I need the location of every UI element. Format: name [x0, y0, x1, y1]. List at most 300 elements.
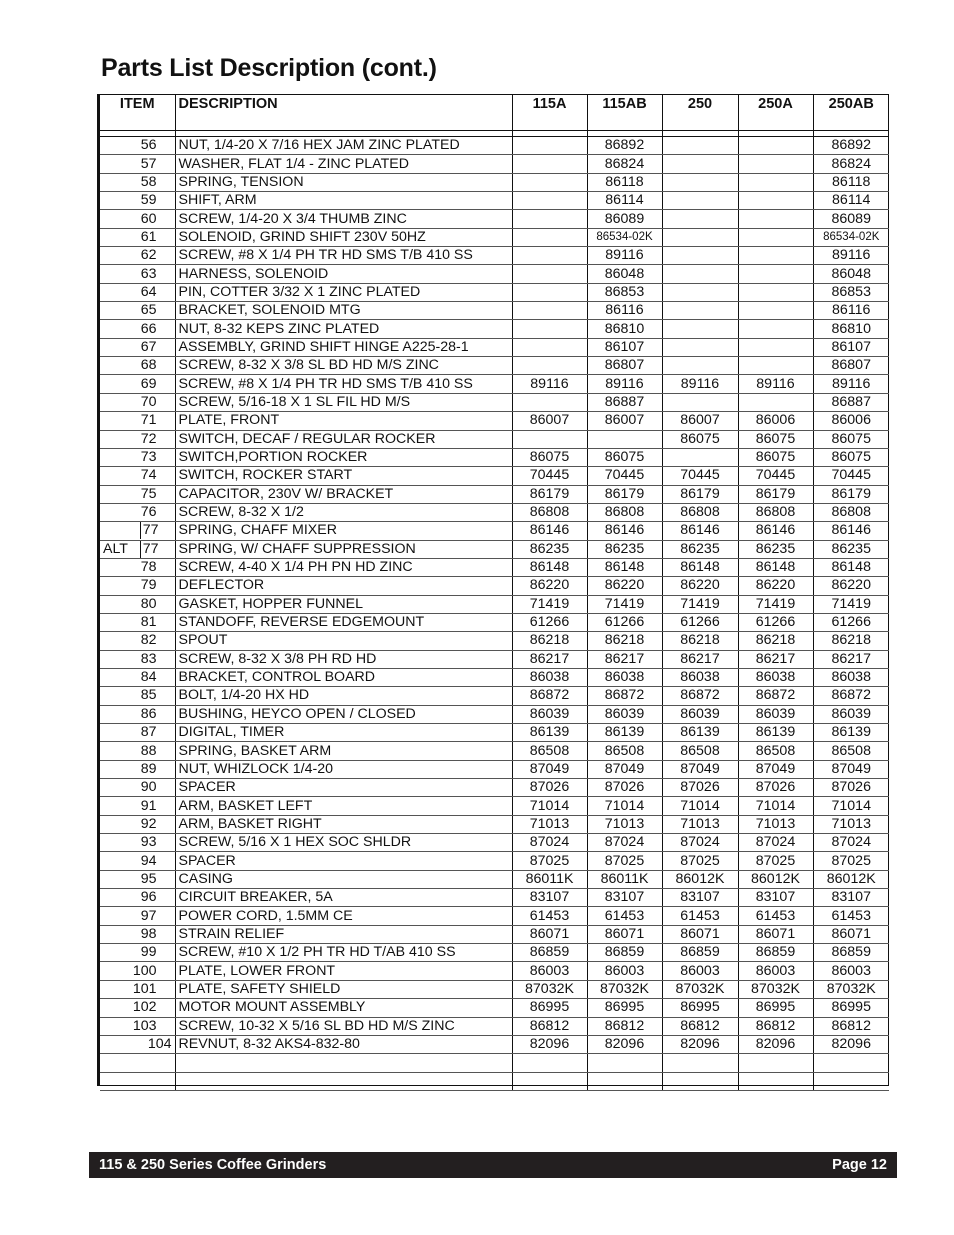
- header-250: 250: [662, 95, 738, 131]
- part-number-cell-115a: [512, 137, 587, 155]
- part-number-cell-250: [662, 320, 738, 338]
- part-number-cell-250a: 86071: [738, 925, 813, 943]
- item-number-cell: [100, 173, 175, 191]
- item-number: 69: [140, 375, 157, 392]
- item-number: 57: [140, 155, 157, 172]
- description-cell: HARNESS, SOLENOID: [175, 265, 512, 283]
- part-number-cell-115a: [512, 192, 587, 210]
- part-number-cell-250: [662, 357, 738, 375]
- part-number-cell-250a: 87049: [738, 760, 813, 778]
- part-number-cell-250ab: 71419: [813, 595, 889, 613]
- part-number-cell-115ab: 86038: [587, 668, 662, 686]
- part-number-cell-250ab: 89116: [813, 247, 889, 265]
- description-cell: SWITCH, DECAF / REGULAR ROCKER: [175, 430, 512, 448]
- part-number-cell-115a: 86235: [512, 540, 587, 558]
- table-row: [100, 577, 889, 595]
- part-number-cell-250a: [738, 210, 813, 228]
- part-number-cell-250: 82096: [662, 1035, 738, 1053]
- part-number-cell-250ab: 82096: [813, 1035, 889, 1053]
- item-number-cell: [100, 815, 175, 833]
- item-number: 71: [140, 412, 157, 429]
- part-number-cell-115ab: 86039: [587, 705, 662, 723]
- part-number-cell-115ab: 86810: [587, 320, 662, 338]
- part-number-cell-115ab: 87025: [587, 852, 662, 870]
- table-row: [100, 137, 889, 155]
- table-row: [100, 779, 889, 797]
- header-115ab: 115AB: [587, 95, 662, 131]
- part-number-cell-115a: 71013: [512, 815, 587, 833]
- part-number-cell-115ab: 70445: [587, 467, 662, 485]
- part-number-cell-115a: 86038: [512, 668, 587, 686]
- part-number-cell-115ab: 71013: [587, 815, 662, 833]
- table-row: [100, 522, 889, 540]
- part-number-cell-250: 86007: [662, 412, 738, 430]
- item-number: 77: [140, 522, 159, 539]
- part-number-cell-115a: 86179: [512, 485, 587, 503]
- part-number-cell-115ab: 86995: [587, 999, 662, 1017]
- part-number-cell-250ab: 86995: [813, 999, 889, 1017]
- part-number-cell-115ab: 86812: [587, 1017, 662, 1035]
- part-number-cell-250: 70445: [662, 467, 738, 485]
- description-cell: NUT, 1/4-20 X 7/16 HEX JAM ZINC PLATED: [175, 137, 512, 155]
- description-cell: SCREW, 10-32 X 5/16 SL BD HD M/S ZINC: [175, 1017, 512, 1035]
- part-number-cell-250ab: 86872: [813, 687, 889, 705]
- description-cell: BRACKET, SOLENOID MTG: [175, 302, 512, 320]
- description-cell: NUT, WHIZLOCK 1/4-20: [175, 760, 512, 778]
- item-number: 79: [140, 577, 157, 594]
- part-number-cell-115ab: 86148: [587, 558, 662, 576]
- page-title: Parts List Description (cont.): [101, 54, 437, 82]
- part-number-cell-115a: [512, 393, 587, 411]
- part-number-cell-115a: 87025: [512, 852, 587, 870]
- table-row: [100, 247, 889, 265]
- description-cell: PLATE, FRONT: [175, 412, 512, 430]
- blank-cell: [587, 1054, 662, 1072]
- part-number-cell-250: [662, 173, 738, 191]
- blank-cell: [662, 1054, 738, 1072]
- item-number: 63: [140, 265, 157, 282]
- part-number-cell-250a: [738, 302, 813, 320]
- part-number-cell-115a: 87024: [512, 834, 587, 852]
- header-item: ITEM: [100, 95, 175, 131]
- item-number: 61: [140, 228, 157, 245]
- part-number-cell-115a: 86218: [512, 632, 587, 650]
- item-number: 62: [140, 247, 157, 264]
- part-number-cell-250ab: 71013: [813, 815, 889, 833]
- blank-cell: [512, 1072, 587, 1090]
- part-number-cell-250ab: 86006: [813, 412, 889, 430]
- part-number-cell-115ab: 86003: [587, 962, 662, 980]
- part-number-cell-250: 87024: [662, 834, 738, 852]
- part-number-cell-250ab: 86235: [813, 540, 889, 558]
- part-number-cell-250ab: 86075: [813, 448, 889, 466]
- part-number-cell-115a: 87049: [512, 760, 587, 778]
- table-row: [100, 980, 889, 998]
- description-cell: GASKET, HOPPER FUNNEL: [175, 595, 512, 613]
- part-number-cell-115ab: 86011K: [587, 870, 662, 888]
- item-number-cell: [100, 999, 175, 1017]
- item-number: 78: [140, 559, 157, 576]
- description-cell: CASING: [175, 870, 512, 888]
- part-number-cell-250ab: 86807: [813, 357, 889, 375]
- part-number-cell-115ab: 87032K: [587, 980, 662, 998]
- part-number-cell-250: 83107: [662, 889, 738, 907]
- description-cell: STANDOFF, REVERSE EDGEMOUNT: [175, 613, 512, 631]
- table-row: [100, 338, 889, 356]
- item-number-cell: [100, 540, 175, 558]
- part-number-cell-250a: 86003: [738, 962, 813, 980]
- part-number-cell-115ab: 86220: [587, 577, 662, 595]
- description-cell: SPACER: [175, 852, 512, 870]
- item-number: 98: [140, 925, 157, 942]
- description-cell: WASHER, FLAT 1/4 - ZINC PLATED: [175, 155, 512, 173]
- part-number-cell-115ab: 61453: [587, 907, 662, 925]
- table-row: [100, 925, 889, 943]
- item-number: 95: [140, 870, 157, 887]
- item-number: 101: [132, 980, 157, 997]
- item-number: 77: [140, 541, 159, 558]
- description-cell: BRACKET, CONTROL BOARD: [175, 668, 512, 686]
- part-number-cell-250ab: 86220: [813, 577, 889, 595]
- item-number: 64: [140, 283, 157, 300]
- part-number-cell-250ab: 86071: [813, 925, 889, 943]
- part-number-cell-115ab: 86114: [587, 192, 662, 210]
- item-number: 56: [140, 137, 157, 154]
- parts-table-frame: [97, 94, 889, 1086]
- table-row: [100, 448, 889, 466]
- part-number-cell-250a: [738, 320, 813, 338]
- part-number-cell-250: 86218: [662, 632, 738, 650]
- blank-cell: [100, 1054, 175, 1072]
- item-number: 94: [140, 852, 157, 869]
- description-cell: SPOUT: [175, 632, 512, 650]
- item-number-cell: [100, 980, 175, 998]
- table-row: [100, 173, 889, 191]
- part-number-cell-250a: 82096: [738, 1035, 813, 1053]
- footer-document-title: 115 & 250 Series Coffee Grinders: [99, 1157, 327, 1173]
- item-number-cell: [100, 925, 175, 943]
- description-cell: SPRING, BASKET ARM: [175, 742, 512, 760]
- description-cell: POWER CORD, 1.5MM CE: [175, 907, 512, 925]
- item-number-cell: [100, 668, 175, 686]
- part-number-cell-115ab: 86534-02K: [587, 228, 662, 246]
- part-number-cell-250ab: 86146: [813, 522, 889, 540]
- part-number-cell-250ab: 83107: [813, 889, 889, 907]
- part-number-cell-250ab: 86853: [813, 283, 889, 301]
- description-cell: SPRING, TENSION: [175, 173, 512, 191]
- part-number-cell-250: [662, 228, 738, 246]
- part-number-cell-250: 86146: [662, 522, 738, 540]
- table-row: [100, 467, 889, 485]
- part-number-cell-115a: 86148: [512, 558, 587, 576]
- item-number: 58: [140, 173, 157, 190]
- part-number-cell-115ab: 86007: [587, 412, 662, 430]
- part-number-cell-250a: 86038: [738, 668, 813, 686]
- part-number-cell-250a: 86995: [738, 999, 813, 1017]
- description-cell: STRAIN RELIEF: [175, 925, 512, 943]
- part-number-cell-250a: 86075: [738, 448, 813, 466]
- part-number-cell-250a: 89116: [738, 375, 813, 393]
- part-number-cell-250a: [738, 283, 813, 301]
- table-row: [100, 375, 889, 393]
- item-number: 70: [140, 393, 157, 410]
- part-number-cell-250: 71419: [662, 595, 738, 613]
- blank-cell: [662, 1072, 738, 1090]
- item-number: 67: [140, 338, 157, 355]
- item-number: 68: [140, 357, 157, 374]
- part-number-cell-250a: 71014: [738, 797, 813, 815]
- part-number-cell-115a: 86075: [512, 448, 587, 466]
- part-number-cell-250: [662, 155, 738, 173]
- part-number-cell-250: 86075: [662, 430, 738, 448]
- part-number-cell-115ab: 71014: [587, 797, 662, 815]
- part-number-cell-250: [662, 137, 738, 155]
- part-number-cell-115a: [512, 247, 587, 265]
- part-number-cell-250: [662, 302, 738, 320]
- part-number-cell-250a: 86146: [738, 522, 813, 540]
- part-number-cell-115a: 86139: [512, 724, 587, 742]
- description-cell: SWITCH, ROCKER START: [175, 467, 512, 485]
- description-cell: SPRING, W/ CHAFF SUPPRESSION: [175, 540, 512, 558]
- part-number-cell-250a: 86039: [738, 705, 813, 723]
- table-row: [100, 870, 889, 888]
- part-number-cell-250: 86235: [662, 540, 738, 558]
- table-header-row: [100, 95, 889, 131]
- part-number-cell-250: 61266: [662, 613, 738, 631]
- part-number-cell-250a: 86148: [738, 558, 813, 576]
- part-number-cell-250: 86508: [662, 742, 738, 760]
- table-row: [100, 357, 889, 375]
- part-number-cell-115ab: 86808: [587, 503, 662, 521]
- table-row: [100, 815, 889, 833]
- item-number-cell: [100, 1035, 175, 1053]
- item-number: 76: [140, 504, 157, 521]
- alt-marker: ALT: [103, 540, 128, 557]
- part-number-cell-250ab: 86812: [813, 1017, 889, 1035]
- description-cell: SCREW, 8-32 X 1/2: [175, 503, 512, 521]
- table-row: [100, 613, 889, 631]
- part-number-cell-250a: 86012K: [738, 870, 813, 888]
- part-number-cell-250a: 71013: [738, 815, 813, 833]
- part-number-cell-250a: 87026: [738, 779, 813, 797]
- description-cell: SHIFT, ARM: [175, 192, 512, 210]
- table-row: [100, 668, 889, 686]
- part-number-cell-250a: [738, 393, 813, 411]
- item-number: 84: [140, 669, 157, 686]
- part-number-cell-115a: [512, 210, 587, 228]
- part-number-cell-115ab: 86508: [587, 742, 662, 760]
- part-number-cell-250: [662, 283, 738, 301]
- description-cell: PLATE, LOWER FRONT: [175, 962, 512, 980]
- part-number-cell-115ab: 86872: [587, 687, 662, 705]
- item-number: 66: [140, 320, 157, 337]
- part-number-cell-115a: 86039: [512, 705, 587, 723]
- item-number-cell: [100, 944, 175, 962]
- item-number: 85: [140, 687, 157, 704]
- part-number-cell-115ab: 61266: [587, 613, 662, 631]
- item-number: 83: [140, 650, 157, 667]
- description-cell: SCREW, 8-32 X 3/8 PH RD HD: [175, 650, 512, 668]
- item-number: 82: [140, 632, 157, 649]
- item-number-cell: [100, 724, 175, 742]
- part-number-cell-250: 89116: [662, 375, 738, 393]
- blank-cell: [738, 1054, 813, 1072]
- part-number-cell-115ab: 89116: [587, 375, 662, 393]
- part-number-cell-250a: 61266: [738, 613, 813, 631]
- blank-cell: [738, 1072, 813, 1090]
- item-number-cell: [100, 852, 175, 870]
- item-number: 59: [140, 192, 157, 209]
- part-number-cell-115a: 86859: [512, 944, 587, 962]
- part-number-cell-250a: 86220: [738, 577, 813, 595]
- part-number-cell-250a: 83107: [738, 889, 813, 907]
- part-number-cell-250a: 86006: [738, 412, 813, 430]
- item-number-cell: [100, 613, 175, 631]
- part-number-cell-250: 71014: [662, 797, 738, 815]
- part-number-cell-250ab: 87032K: [813, 980, 889, 998]
- part-number-cell-250ab: 86148: [813, 558, 889, 576]
- part-number-cell-115a: 87026: [512, 779, 587, 797]
- description-cell: ARM, BASKET LEFT: [175, 797, 512, 815]
- item-number-cell: [100, 797, 175, 815]
- part-number-cell-115ab: 86118: [587, 173, 662, 191]
- table-row: [100, 962, 889, 980]
- part-number-cell-115ab: 86218: [587, 632, 662, 650]
- part-number-cell-115a: 86007: [512, 412, 587, 430]
- part-number-cell-250: 86859: [662, 944, 738, 962]
- part-number-cell-250ab: 86139: [813, 724, 889, 742]
- part-number-cell-250ab: 86217: [813, 650, 889, 668]
- part-number-cell-250a: 70445: [738, 467, 813, 485]
- item-number: 86: [140, 705, 157, 722]
- part-number-cell-115ab: 87026: [587, 779, 662, 797]
- item-number: 65: [140, 302, 157, 319]
- part-number-cell-115a: 86011K: [512, 870, 587, 888]
- description-cell: SOLENOID, GRIND SHIFT 230V 50HZ: [175, 228, 512, 246]
- part-number-cell-250: 87025: [662, 852, 738, 870]
- part-number-cell-250: 86217: [662, 650, 738, 668]
- item-number-cell: [100, 558, 175, 576]
- footer-page-number: Page 12: [832, 1157, 887, 1173]
- part-number-cell-250: 86995: [662, 999, 738, 1017]
- item-number: 88: [140, 742, 157, 759]
- table-row: [100, 724, 889, 742]
- description-cell: SWITCH,PORTION ROCKER: [175, 448, 512, 466]
- item-number-cell: [100, 577, 175, 595]
- item-number: 80: [140, 595, 157, 612]
- item-number-cell: [100, 412, 175, 430]
- item-number-cell: [100, 302, 175, 320]
- table-row: [100, 265, 889, 283]
- item-number: 74: [140, 467, 157, 484]
- part-number-cell-250ab: 89116: [813, 375, 889, 393]
- table-row: [100, 687, 889, 705]
- part-number-cell-115a: 86808: [512, 503, 587, 521]
- description-cell: SPACER: [175, 779, 512, 797]
- part-number-cell-115a: 86872: [512, 687, 587, 705]
- part-number-cell-250a: 86235: [738, 540, 813, 558]
- item-number-cell: [100, 907, 175, 925]
- item-number-cell: [100, 595, 175, 613]
- blank-cell: [512, 1054, 587, 1072]
- part-number-cell-250ab: 86218: [813, 632, 889, 650]
- part-number-cell-115ab: 86235: [587, 540, 662, 558]
- description-cell: NUT, 8-32 KEPS ZINC PLATED: [175, 320, 512, 338]
- table-row: [100, 302, 889, 320]
- item-number-cell: [100, 357, 175, 375]
- part-number-cell-115a: 71419: [512, 595, 587, 613]
- part-number-cell-115a: 87032K: [512, 980, 587, 998]
- part-number-cell-115ab: 86807: [587, 357, 662, 375]
- item-number-cell: [100, 779, 175, 797]
- table-row: [100, 705, 889, 723]
- item-number-cell: [100, 283, 175, 301]
- part-number-cell-250: [662, 265, 738, 283]
- item-number-cell: [100, 485, 175, 503]
- table-row: [100, 412, 889, 430]
- item-number-cell: [100, 448, 175, 466]
- part-number-cell-250a: 87024: [738, 834, 813, 852]
- part-number-cell-115ab: 86107: [587, 338, 662, 356]
- part-number-cell-250: 86220: [662, 577, 738, 595]
- item-number-cell: [100, 522, 175, 540]
- part-number-cell-250a: [738, 265, 813, 283]
- header-250a: 250A: [738, 95, 813, 131]
- part-number-cell-115a: 71014: [512, 797, 587, 815]
- table-row: [100, 210, 889, 228]
- part-number-cell-250a: 87025: [738, 852, 813, 870]
- item-number: 73: [140, 449, 157, 466]
- part-number-cell-115a: [512, 302, 587, 320]
- description-cell: SCREW, 4-40 X 1/4 PH PN HD ZINC: [175, 558, 512, 576]
- blank-cell: [175, 1072, 512, 1090]
- part-number-cell-115a: 89116: [512, 375, 587, 393]
- table-row: [100, 834, 889, 852]
- item-number: 96: [140, 889, 157, 906]
- description-cell: DEFLECTOR: [175, 577, 512, 595]
- item-number-cell: [100, 247, 175, 265]
- item-number: 103: [132, 1017, 157, 1034]
- part-number-cell-250ab: 86859: [813, 944, 889, 962]
- part-number-cell-115a: 70445: [512, 467, 587, 485]
- part-number-cell-250a: 86179: [738, 485, 813, 503]
- table-row: [100, 797, 889, 815]
- item-number: 75: [140, 485, 157, 502]
- item-number-cell: [100, 210, 175, 228]
- item-number: 104: [147, 1036, 172, 1053]
- part-number-cell-115a: [512, 357, 587, 375]
- part-number-cell-250a: [738, 357, 813, 375]
- part-number-cell-115ab: [587, 430, 662, 448]
- part-number-cell-250: 86139: [662, 724, 738, 742]
- description-cell: BUSHING, HEYCO OPEN / CLOSED: [175, 705, 512, 723]
- part-number-cell-250a: 71419: [738, 595, 813, 613]
- part-number-cell-250: [662, 448, 738, 466]
- blank-cell: [100, 1072, 175, 1090]
- part-number-cell-115ab: 87049: [587, 760, 662, 778]
- item-number: 100: [132, 962, 157, 979]
- description-cell: PIN, COTTER 3/32 X 1 ZINC PLATED: [175, 283, 512, 301]
- part-number-cell-115ab: 86089: [587, 210, 662, 228]
- description-cell: SCREW, #8 X 1/4 PH TR HD SMS T/B 410 SS: [175, 375, 512, 393]
- item-number-cell: [100, 650, 175, 668]
- part-number-cell-250a: [738, 228, 813, 246]
- description-cell: PLATE, SAFETY SHIELD: [175, 980, 512, 998]
- part-number-cell-115a: 86071: [512, 925, 587, 943]
- part-number-cell-115ab: 86824: [587, 155, 662, 173]
- description-cell: ARM, BASKET RIGHT: [175, 815, 512, 833]
- part-number-cell-115a: [512, 283, 587, 301]
